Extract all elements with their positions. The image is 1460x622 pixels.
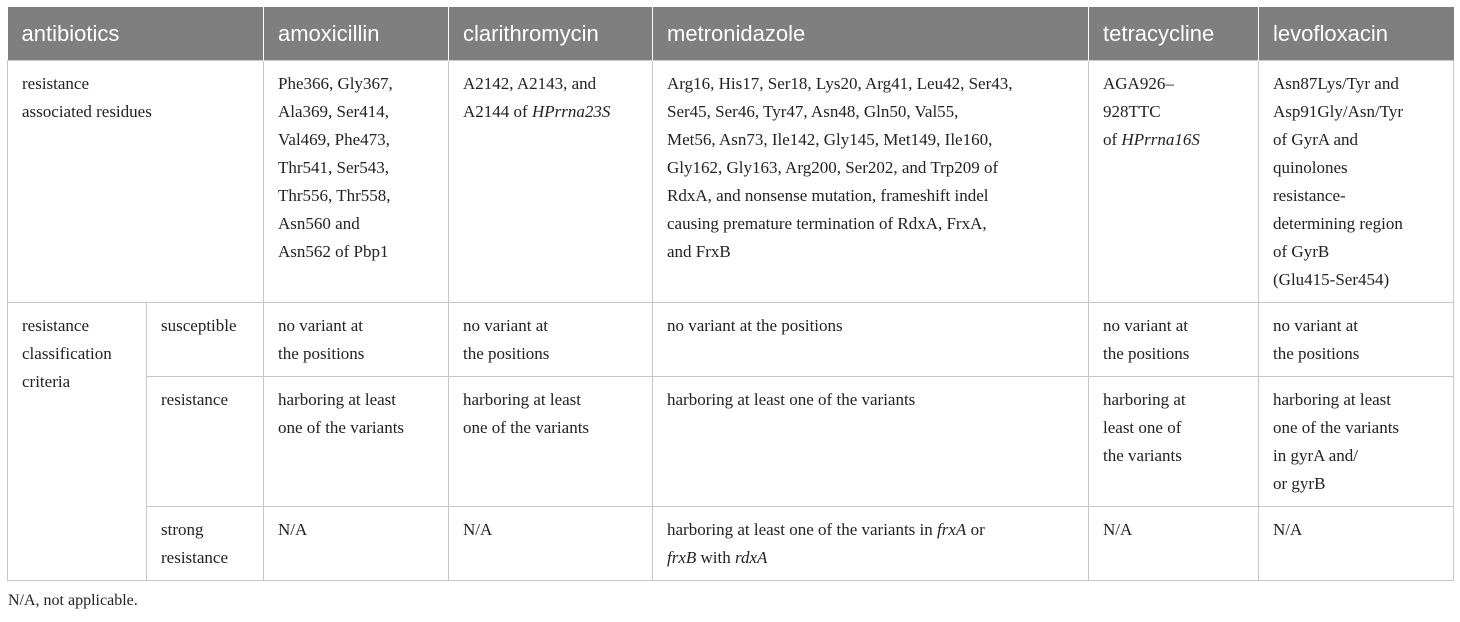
residues-label: resistance associated residues [8, 61, 264, 303]
residues-metronidazole: Arg16, His17, Ser18, Lys20, Arg41, Leu42, Ser43, Ser45, Ser46, Tyr47, Asn48, Gln50, Val55, Met56, Asn73, Ile142, Gly145, Met149, Ile160, Gly162, Gly163, Arg200, Ser202, and Trp209 of RdxA, and nonsense mutation, frameshift indel causing premature termination of RdxA, FrxA, and FrxB [653, 61, 1089, 303]
strong-metronidazole: harboring at least one of the variants in frxA or frxB with rdxA [653, 507, 1089, 581]
header-tetracycline: tetracycline [1089, 7, 1259, 61]
susceptible-metronidazole: no variant at the positions [653, 303, 1089, 377]
header-amoxicillin: amoxicillin [264, 7, 449, 61]
table-footnote: N/A, not applicable. [8, 592, 138, 609]
resistance-label: resistance [147, 377, 264, 507]
residues-row [8, 61, 1454, 303]
resistance-tetracycline: harboring at least one of the variants [1089, 377, 1259, 507]
gene-name-hprrna23s: HPrrna23S [531, 102, 611, 121]
gene-name-rdxa: rdxA [735, 548, 768, 567]
resistance-row [8, 377, 1454, 507]
susceptible-levofloxacin: no variant at the positions [1259, 303, 1454, 377]
strong-resistance-label: strong resistance [147, 507, 264, 581]
strong-amoxicillin: N/A [264, 507, 449, 581]
gene-name-hprrna16s: HPrrna16S [1121, 130, 1200, 149]
susceptible-row [8, 303, 1454, 377]
resistance-amoxicillin: harboring at least one of the variants [264, 377, 449, 507]
header-levofloxacin: levofloxacin [1259, 7, 1454, 61]
residues-levofloxacin: Asn87Lys/Tyr and Asp91Gly/Asn/Tyr of GyrA and quinolones resistance- determining region of GyrB (Glu415-Ser454) [1259, 61, 1454, 303]
susceptible-label: susceptible [147, 303, 264, 377]
strong-resistance-row [8, 507, 1454, 581]
header-clarithromycin: clarithromycin [449, 7, 653, 61]
antibiotic-resistance-table [7, 7, 1454, 581]
susceptible-amoxicillin: no variant at the positions [264, 303, 449, 377]
resistance-clarithromycin: harboring at least one of the variants [449, 377, 653, 507]
residues-amoxicillin: Phe366, Gly367, Ala369, Ser414, Val469, Phe473, Thr541, Ser543, Thr556, Thr558, Asn560 and Asn562 of Pbp1 [264, 61, 449, 303]
gene-name-frxb: frxB [667, 548, 697, 567]
strong-tetracycline: N/A [1089, 507, 1259, 581]
resistance-metronidazole: harboring at least one of the variants [653, 377, 1089, 507]
gene-name-frxa: frxA [937, 520, 967, 539]
criteria-label: resistance classification criteria [8, 303, 147, 581]
header-antibiotics: antibiotics [8, 7, 264, 61]
residues-clarithromycin: A2142, A2143, and A2144 of HPrrna23S [449, 61, 653, 303]
header-metronidazole: metronidazole [653, 7, 1089, 61]
susceptible-clarithromycin: no variant at the positions [449, 303, 653, 377]
susceptible-tetracycline: no variant at the positions [1089, 303, 1259, 377]
strong-clarithromycin: N/A [449, 507, 653, 581]
header-row [8, 7, 1454, 61]
resistance-levofloxacin: harboring at least one of the variants in gyrA and/ or gyrB [1259, 377, 1454, 507]
strong-levofloxacin: N/A [1259, 507, 1454, 581]
residues-tetracycline: AGA926– 928TTC of HPrrna16S [1089, 61, 1259, 303]
